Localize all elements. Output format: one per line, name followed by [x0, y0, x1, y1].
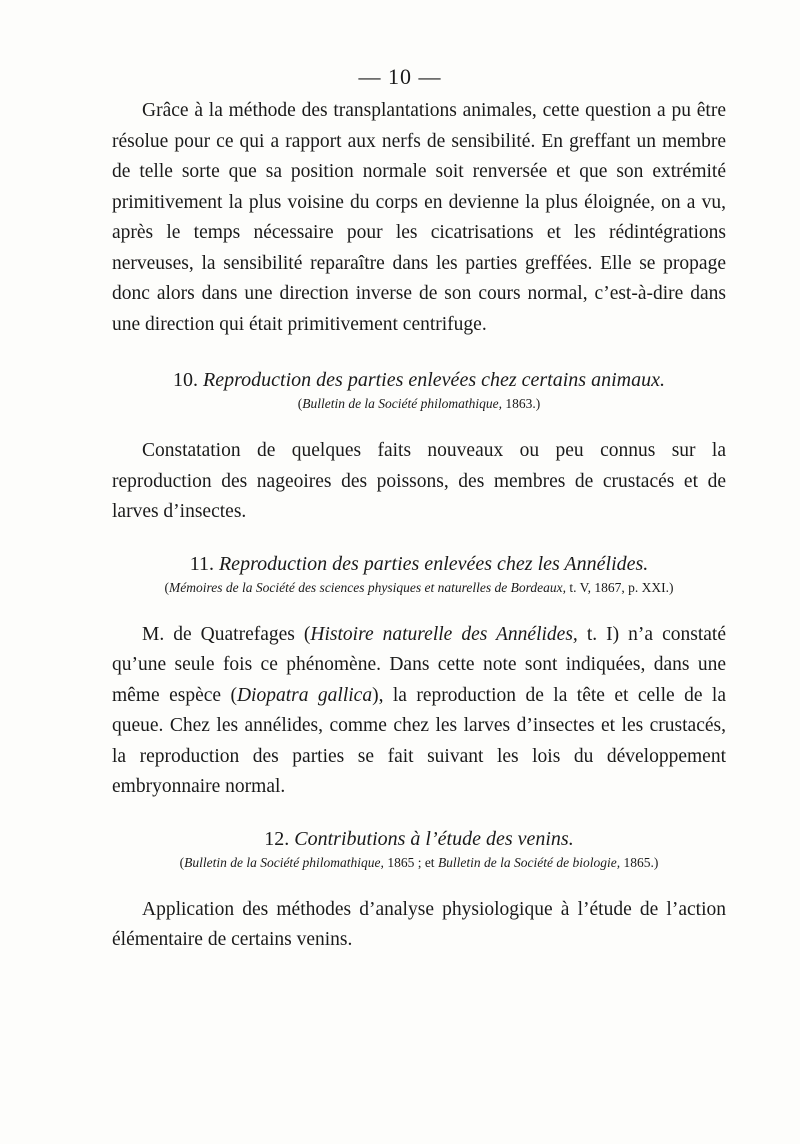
section-11-heading: [112, 550, 726, 578]
section-12-source-year-1: 1865 ; et: [387, 854, 435, 870]
section-10-title: Reproduction des parties enlevées chez certains animaux.: [203, 369, 665, 391]
section-10-source-year: 1863.: [505, 396, 536, 411]
section-11-source: (Mémoires de la Société des sciences physiques et naturelles de Bordeaux, t. V, 1867, p. XXI.): [164, 579, 674, 595]
section-11-body-species: Diopatra gallica: [236, 684, 373, 706]
section-12-source-title-1: Bulletin de la Société philomathique,: [184, 854, 384, 870]
section-12-source-year-2: 1865.: [623, 854, 654, 870]
section-12-source-title-2: Bulletin de la Société de biologie,: [437, 854, 621, 870]
section-10-body: Constatation de quelques faits nouveaux ou peu connus sur la reproduction des nageoires des poissons, des membres de crustacés et de larves d’insectes.: [112, 440, 726, 522]
section-11-source-detail: t. V, 1867, p. XXI.: [569, 579, 670, 595]
section-11-title: Reproduction des parties enlevées chez les Annélides.: [218, 552, 649, 575]
section-11-body: [112, 620, 726, 803]
section-10-source-title: Bulletin de la Société philomathique,: [302, 396, 503, 411]
section-11-body-end: ), la reproduction de la tête et celle de la queue. Chez les annélides, comme chez les larves d’insectes et les crustacés, la reproduction des parties se fait suivant les lois du développement embryonnaire normal.: [112, 684, 726, 797]
section-12-body: Application des méthodes d’analyse physiologique à l’étude de l’action élémentaire de certains venins.: [112, 898, 726, 950]
section-11-body-reference: Histoire naturelle des Annélides,: [310, 623, 578, 645]
section-10-heading: [112, 366, 726, 394]
section-9-continuation-paragraph: Grâce à la méthode des transplantations animales, cette question a pu être résolue pour ce qui a rapport aux nerfs de sensibilité. En greffant un membre de telle sorte que sa position normale soit renversée et que son extrémité primitivement la plus voisine du corps en devienne la plus éloignée, on a vu, après le temps nécessaire pour les cicatrisations et les rédintégrations nerveuses, la sensibilité reparaître dans les parties greffées. Elle se propage donc alors dans une direction inverse de son cours normal, c’est-à-dire dans une direction qui était primitivement centrifuge.: [112, 100, 726, 335]
section-12-source: (Bulletin de la Société philomathique, 1865 ; et Bulletin de la Société de biologie, 1865.): [179, 854, 659, 870]
section-12-number: 12.: [264, 827, 290, 850]
section-12-title: Contributions à l’étude des venins.: [294, 827, 574, 850]
section-11-body-reference-tail: t. I) n’a constaté qu’une seule fois ce phénomène. Dans cette note sont indiquées, dans une même espèce (: [112, 623, 726, 706]
section-11-number: 11.: [189, 552, 214, 575]
page-number: — 10 —: [358, 64, 442, 89]
page-content: [112, 96, 726, 956]
section-11-source-title: Mémoires de la Société des sciences physiques et naturelles de Bordeaux,: [168, 579, 566, 595]
section-10-number: 10.: [173, 369, 199, 391]
section-11-body-start: M. de Quatrefages (: [142, 623, 311, 645]
section-10-source: (Bulletin de la Société philomathique, 1863.): [297, 396, 541, 411]
section-12-heading: [112, 825, 726, 853]
